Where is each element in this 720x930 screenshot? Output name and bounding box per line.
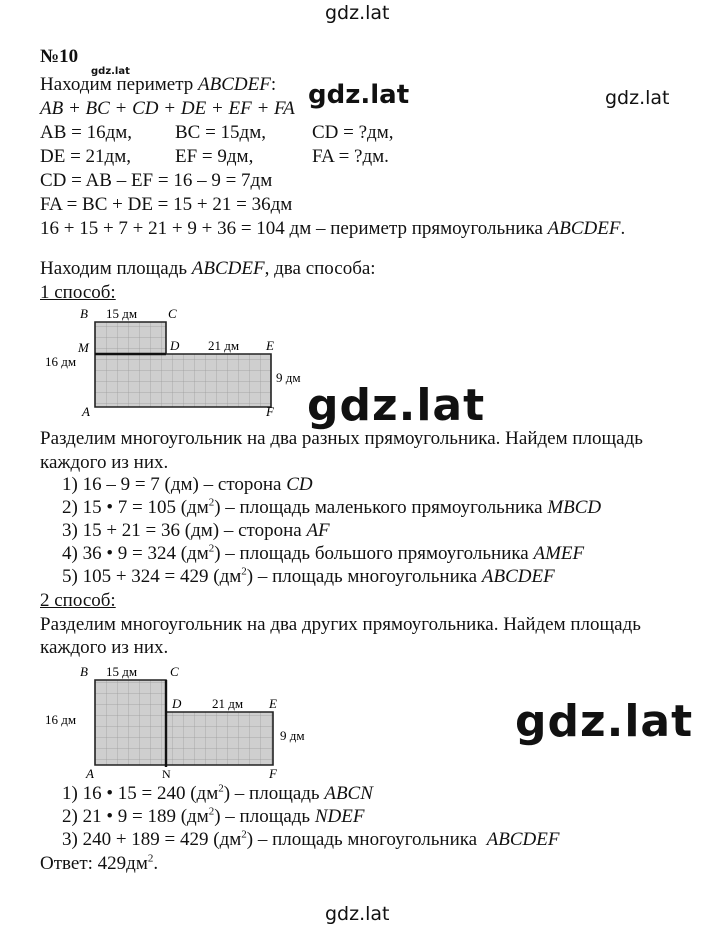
figure-method2 [40, 660, 320, 780]
method1-step-1: 1) 16 – 9 = 7 (дм) – сторона CD [62, 474, 313, 495]
fig2-dim-de: 21 дм [212, 696, 244, 711]
method2-step-1: 1) 16 • 15 = 240 $(дм^2)$ – площадь ABCN [62, 782, 373, 804]
watermark-mid: gdz.lat [308, 80, 410, 110]
method2-description-2: каждого из них. [40, 637, 169, 658]
fig2-label-f: F [269, 766, 277, 780]
method2-step-2: 2) 21 • 9 = 189 $(дм^2)$ – площадь NDEF [62, 805, 365, 827]
fig2-dim-bc: 15 дм [106, 664, 138, 679]
fig2-label-a: A [86, 766, 94, 780]
method1-step-3: 3) 15 + 21 = 36 (дм) – сторона AF [62, 520, 330, 541]
watermark-top: gdz.lat [325, 2, 390, 24]
given-de: DE = 21дм, [40, 146, 131, 167]
answer: Ответ: $429дм^2$. [40, 852, 159, 874]
method1-description-2: каждого из них. [40, 452, 169, 473]
method1-step-2: 2) 15 • 7 = 105 $(дм^2)$ – площадь маленького прямоугольника MBCD [62, 496, 602, 518]
method1-step-4: 4) 36 • 9 = 324 $(дм^2)$ – площадь большого прямоугольника AMEF [62, 542, 585, 564]
fig2-label-e: E [269, 696, 277, 711]
fig1-dim-bc: 15 дм [106, 306, 138, 321]
figure-method1 [40, 304, 320, 418]
given-ab: AB = 16дм, [40, 122, 133, 143]
fig1-label-c: C [168, 306, 177, 321]
fig1-label-e: E [266, 338, 274, 353]
fig2-dim-ef: 9 дм [280, 728, 305, 743]
perimeter-formula: AB + BC + CD + DE + EF + FA [40, 98, 295, 119]
watermark-tiny: gdz.lat [91, 66, 130, 77]
watermark-bottom: gdz.lat [325, 903, 390, 925]
method2-step-3: 3) 240 + 189 = 429 $(дм^2)$ – площадь многоугольника ABCDEF [62, 828, 560, 850]
given-bc: BC = 15дм, [175, 122, 267, 143]
watermark-center: gdz.lat [307, 380, 486, 431]
given-fa: FA = ?дм. [312, 146, 389, 167]
fig1-dim-ef: 9 дм [276, 370, 301, 385]
fig1-dim-ab: 16 дм [45, 354, 77, 369]
fig1-dim-de: 21 дм [208, 338, 240, 353]
fig1-label-m: M [78, 340, 89, 355]
watermark-right: gdz.lat [605, 87, 670, 109]
perimeter-heading: Находим периметр ABCDEF: [40, 74, 277, 95]
problem-number: №10 [40, 46, 79, 67]
fig2-dim-ab: 16 дм [45, 712, 77, 727]
fig2-label-c: C [170, 664, 179, 679]
fig1-label-a: A [82, 404, 90, 418]
fig1-label-b: B [80, 306, 88, 321]
fa-calc: FA = BC + DE = 15 + 21 = 36дм [40, 194, 293, 215]
fig1-label-f: F [266, 404, 274, 418]
cd-calc: CD = AB – EF = 16 – 9 = 7дм [40, 170, 273, 191]
given-ef: EF = 9дм, [175, 146, 254, 167]
method2-description: Разделим многоугольник на два других прямоугольника. Найдем площадь [40, 614, 641, 635]
given-cd: CD = ?дм, [312, 122, 394, 143]
watermark-right-big: gdz.lat [515, 696, 694, 747]
method1-label: 1 способ: [40, 282, 116, 303]
perimeter-sum: 16 + 15 + 7 + 21 + 9 + 36 = 104 дм – периметр прямоугольника ABCDEF. [40, 218, 626, 239]
fig2-label-b: B [80, 664, 88, 679]
fig1-label-d: D [170, 338, 180, 353]
method1-description: Разделим многоугольник на два разных прямоугольника. Найдем площадь [40, 428, 643, 449]
area-heading: Находим площадь ABCDEF, два способа: [40, 258, 376, 279]
method2-label: 2 способ: [40, 590, 116, 611]
method1-step-5: 5) 105 + 324 = 429 $(дм^2)$ – площадь многоугольника ABCDEF [62, 565, 555, 587]
fig2-label-d: D [172, 696, 182, 711]
fig2-label-n: N [162, 767, 171, 780]
